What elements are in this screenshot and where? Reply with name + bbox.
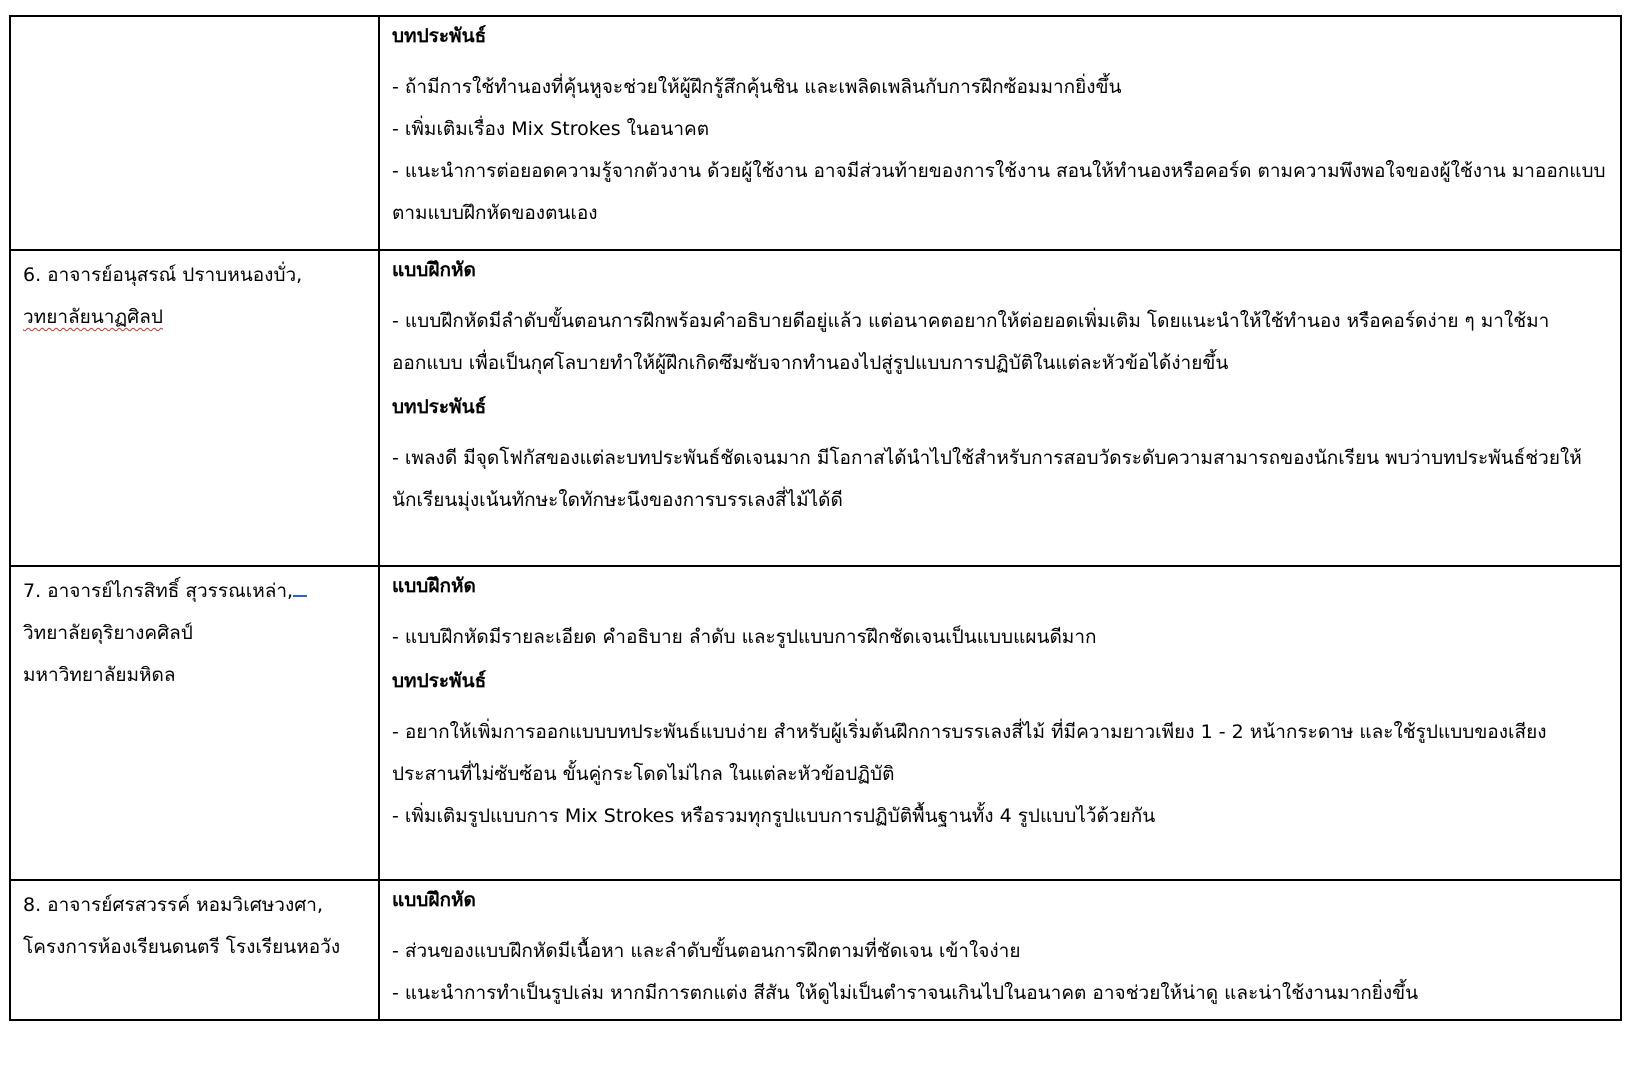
reviewer-affiliation: มหาวิทยาลัยมหิดล: [23, 664, 176, 686]
section-heading: บทประพันธ์: [392, 396, 487, 418]
feedback-item: - เพลงดี มีจุดโฟกัสของแต่ละบทประพันธ์ชัดเจนมาก มีโอกาสได้นำไปใช้สำหรับการสอบวัดระดับความสามารถของนักเรียน พบว่าบทประพันธ์ช่วยให้นักเรียนมุ่งเน้นทักษะใดทักษะนึงของการบรรเลงสี่ไม้ได้ดี: [392, 447, 1582, 511]
feedback-item: - เพิ่มเติมเรื่อง Mix Strokes ในอนาคต: [392, 118, 710, 140]
feedback-item: - แนะนำการทำเป็นรูปเล่ม หากมีการตกแต่ง สีสัน ให้ดูไม่เป็นตำราจนเกินไปในอนาคต อาจช่วยให้น่าดู และน่าใช้งานมากยิ่งขึ้น: [392, 982, 1419, 1004]
feedback-cell: [379, 16, 1621, 250]
section-heading: บทประพันธ์: [392, 25, 487, 47]
reviewer-name: 6. อาจารย์อนุสรณ์ ปราบหนองบั่ว,: [23, 264, 303, 286]
feedback-item: - ถ้ามีการใช้ทำนองที่คุ้นหูจะช่วยให้ผู้ฝึกรู้สึกคุ้นชิน และเพลิดเพลินกับการฝึกซ้อมมากยิ่งขึ้น: [392, 76, 1122, 98]
feedback-cell: [379, 250, 1621, 566]
feedback-item: - อยากให้เพิ่มการออกแบบบทประพันธ์แบบง่าย สำหรับผู้เริ่มต้นฝึกการบรรเลงสี่ไม้ ที่มีความยาวเพียง 1 - 2 หน้ากระดาษ และใช้รูปแบบของเสียงประสานที่ไม่ซับซ้อน ขั้นคู่กระโดดไม่ไกล ในแต่ละหัวข้อปฏิบัติ: [392, 721, 1547, 785]
feedback-cell: [379, 566, 1621, 880]
table-row: [10, 566, 1621, 880]
reviewer-name: 8. อาจารย์ศรสวรรค์ หอมวิเศษวงศา,: [23, 894, 324, 916]
feedback-item: - แบบฝึกหัดมีลำดับขั้นตอนการฝึกพร้อมคำอธิบายดีอยู่แล้ว แต่อนาคตอยากให้ต่อยอดเพิ่มเติม โดยแนะนำให้ใช้ทำนอง หรือคอร์ดง่าย ๆ มาใช้มาออกแบบ เพื่อเป็นกุศโลบายทำให้ผู้ฝึกเกิดซึมซับจากทำนองไปสู่รูปแบบการปฏิบัติในแต่ละหัวข้อได้ง่ายขึ้น: [392, 310, 1550, 374]
table-row: [10, 250, 1621, 566]
section-heading: บทประพันธ์: [392, 670, 487, 692]
reviewer-feedback-table: [9, 15, 1622, 1021]
reviewer-cell: [10, 250, 379, 566]
reviewer-affiliation: วทยาลัยนาฏศิลป: [23, 306, 163, 328]
reviewer-cell: [10, 16, 379, 250]
section-heading: แบบฝึกหัด: [392, 259, 476, 281]
section-heading: แบบฝึกหัด: [392, 575, 476, 597]
table-row: [10, 880, 1621, 1020]
feedback-item: - ส่วนของแบบฝึกหัดมีเนื้อหา และลำดับขั้นตอนการฝึกตามที่ชัดเจน เข้าใจง่าย: [392, 940, 1021, 962]
reviewer-name: 7. อาจารย์ไกรสิทธิ์ สุวรรณเหล่า,: [23, 570, 366, 612]
feedback-item: - แนะนำการต่อยอดความรู้จากตัวงาน ด้วยผู้ใช้งาน อาจมีส่วนท้ายของการใช้งาน สอนให้ทำนองหรือคอร์ด ตามความพึงพอใจของผู้ใช้งาน มาออกแบบตามแบบฝึกหัดของตนเอง: [392, 160, 1606, 224]
reviewer-cell: [10, 566, 379, 880]
table-row: [10, 16, 1621, 250]
feedback-item: - เพิ่มเติมรูปแบบการ Mix Strokes หรือรวมทุกรูปแบบการปฏิบัติพื้นฐานทั้ง 4 รูปแบบไว้ด้วยกัน: [392, 805, 1156, 827]
feedback-item: - แบบฝึกหัดมีรายละเอียด คำอธิบาย ลำดับ และรูปแบบการฝึกชัดเจนเป็นแบบแผนดีมาก: [392, 626, 1097, 648]
reviewer-affiliation: วิทยาลัยดุริยางคศิลป์: [23, 622, 193, 644]
feedback-cell: [379, 880, 1621, 1020]
reviewer-affiliation: โครงการห้องเรียนดนตรี โรงเรียนหอวัง: [23, 936, 341, 958]
reviewer-cell: [10, 880, 379, 1020]
section-heading: แบบฝึกหัด: [392, 889, 476, 911]
spacing-mark: [293, 594, 307, 597]
